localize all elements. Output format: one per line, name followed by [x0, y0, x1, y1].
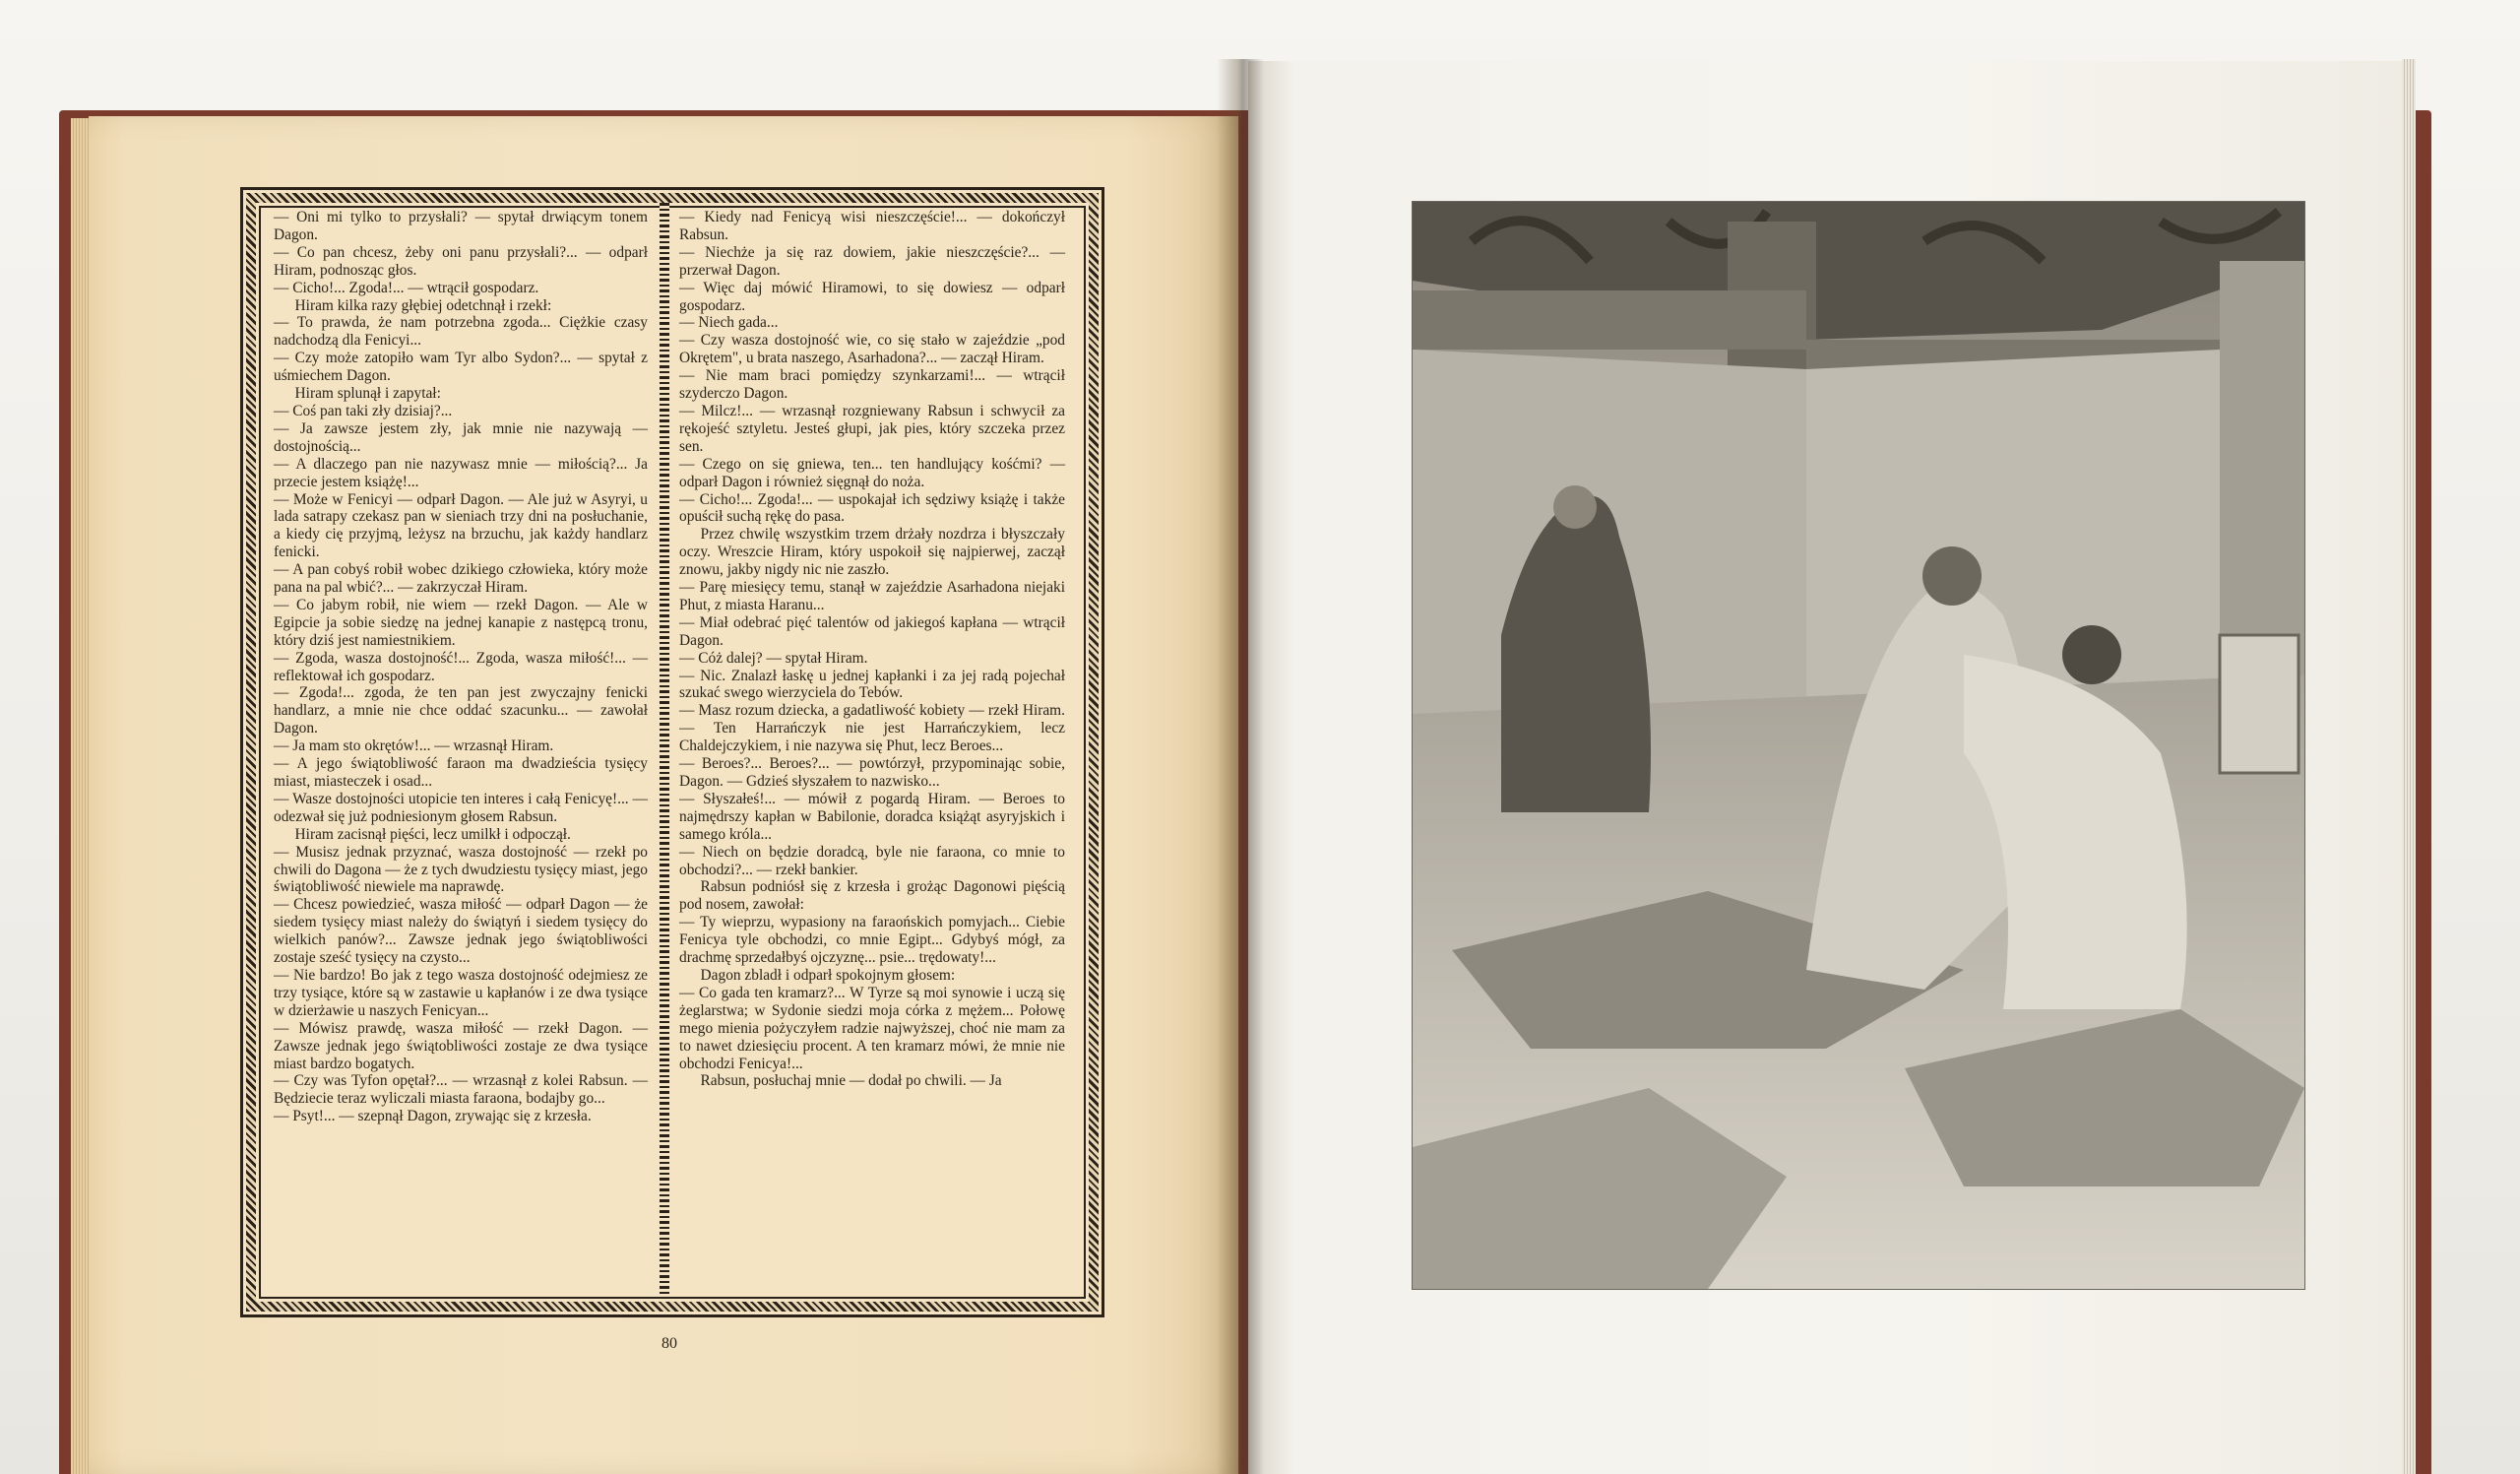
book-gutter: [1217, 59, 1264, 1474]
text-paragraph: — Ty wieprzu, wypasiony na faraońskich pomyjach... Ciebie Fenicya tyle obchodzi, co mnie Egipt... Gdybyś mógł, za drachmę sprzedałbyś ojczyznę... psie... trędowaty!...: [679, 914, 1065, 967]
text-paragraph: — Coś pan taki zły dzisiaj?...: [274, 402, 453, 419]
page-number: 80: [662, 1335, 677, 1352]
text-paragraph: — A pan cobyś robił wobec dzikiego człowieka, który może pana na pal wbić?... — zakrzyczał Hiram.: [274, 561, 648, 597]
text-paragraph: — Nie bardzo! Bo jak z tego wasza dostojność odejmiesz ze trzy tysiące, które są w zastawie u kapłanów i ze dwa tysiące w dzierżawie u naszych Fenicyan...: [274, 966, 648, 1019]
text-paragraph: — Cicho!... Zgoda!... — wtrącił gospodarz.: [274, 279, 539, 296]
text-paragraph: — Miał odebrać pięć talentów od jakiegoś kapłana — wtrącił Dagon.: [679, 613, 1065, 649]
text-paragraph: — Masz rozum dziecka, a gadatliwość kobiety — rzekł Hiram. — Ten Harrańczyk nie jest Harrańczykiem, lecz Chaldejczykiem, i nie nazywa się Phut, lecz Beroes...: [679, 702, 1065, 755]
text-paragraph: — Wasze dostojności utopicie ten interes i całą Fenicyę!... — odezwał się już podniesionym głosem Rabsun.: [274, 790, 648, 825]
text-paragraph: — Zgoda!... zgoda, że ten pan jest zwyczajny fenicki handlarz, a mnie nie chce oddać szacunku... — zawołał Dagon.: [274, 684, 648, 737]
left-page-edges: [71, 118, 91, 1474]
text-paragraph: — Cicho!... Zgoda!... — uspokajał ich sędziwy książę i także opuścił suchą rękę do pasa.: [679, 490, 1065, 526]
text-paragraph: — Czego on się gniewa, ten... ten handlujący kośćmi? — odparł Dagon i również sięgnął do noża.: [679, 455, 1065, 490]
text-paragraph: — Milcz!... — wrzasnął rozgniewany Rabsun i schwycił za rękojeść sztyletu. Jesteś głupi, jak pies, który szczeka przez sen.: [679, 402, 1065, 455]
text-paragraph: — Co gada ten kramarz?... W Tyrze są moi synowie i uczą się żeglarstwa; w Sydonie siedzi moja córka z mężem... Połowę mego mienia pożyczyłem radzie najwyższej, choć nie mam za to nawet dziesięciu procent. A ten kramarz mówi, że mnie nie obchodzi Fenicya!...: [679, 984, 1065, 1072]
text-paragraph: — Zgoda, wasza dostojność!... Zgoda, wasza miłość!... — reflektował ich gospodarz.: [274, 649, 648, 684]
right-page-edges: [2402, 59, 2416, 1474]
text-paragraph: — Beroes?... Beroes?... — powtórzył, przypominając sobie, Dagon. — Gdzieś słyszałem to nazwisko...: [679, 755, 1065, 790]
text-paragraph: — Kiedy nad Fenicyą wisi nieszczęście!... — dokończył Rabsun.: [679, 209, 1065, 243]
text-paragraph: — Cóż dalej? — spytał Hiram.: [679, 649, 868, 667]
text-paragraph: — Nic. Znalazł łaskę u jednej kapłanki i za jej radą pojechał szukać swego wierzyciela do Tebów.: [679, 667, 1065, 702]
text-paragraph: Przez chwilę wszystkim trzem drżały nozdrza i błyszczały oczy. Wreszcie Hiram, który uspokoił się najpierwej, zaczął znowu, jakby nigdy nic nie zaszło.: [679, 526, 1065, 579]
text-paragraph: — Chcesz powiedzieć, wasza miłość — odparł Dagon — że siedem tysięcy miast należy do świątyń i siedem tysięcy do wielkich panów?... Zawsze jednak jego świątobliwości zostaje sześć tysięcy na czysto...: [274, 896, 648, 967]
text-paragraph: Hiram kilka razy głębiej odetchnął i rzekł:: [294, 296, 552, 314]
text-column-right: [679, 209, 1065, 1090]
text-paragraph: — To prawda, że nam potrzebna zgoda... Ciężkie czasy nadchodzą dla Fenicyi...: [274, 314, 648, 350]
text-column-left: [274, 209, 648, 1125]
text-paragraph: — Niech gada...: [679, 314, 779, 332]
text-paragraph: — A dlaczego pan nie nazywasz mnie — miłością?... Ja przecie jestem książę!...: [274, 455, 648, 490]
text-paragraph: — Czy może zatopiło wam Tyr albo Sydon?... — spytał z uśmiechem Dagon.: [274, 350, 648, 385]
text-paragraph: — Co jabym robił, nie wiem — rzekł Dagon. — Ale w Egipcie ja sobie siedzę na jednej kanapie z następcą tronu, który dziś jest namiestnikiem.: [274, 596, 648, 649]
text-paragraph: — Psyt!... — szepnął Dagon, zrywając się z krzesła.: [274, 1108, 592, 1125]
engraving-illustration: [1412, 201, 2305, 1290]
text-paragraph: — Czy was Tyfon opętał?... — wrzasnął z kolei Rabsun. — Będziecie teraz wyliczali miasta faraona, bodajby go...: [274, 1072, 648, 1108]
column-divider: [660, 203, 669, 1296]
text-paragraph: Hiram splunął i zapytał:: [294, 385, 441, 403]
text-paragraph: — Musisz jednak przyznać, wasza dostojność — rzekł po chwili do Dagona — że z tych dwudziestu tysięcy miast, jego świątobliwość niewiele ma naprawdę.: [274, 843, 648, 896]
text-paragraph: Rabsun, posłuchaj mnie — dodał po chwili. — Ja: [700, 1072, 1002, 1090]
text-paragraph: — Więc daj mówić Hiramowi, to się dowiesz — odparł gospodarz.: [679, 279, 1065, 314]
text-paragraph: — Niechże ja się raz dowiem, jakie nieszczęście?... — przerwał Dagon.: [679, 243, 1065, 279]
text-paragraph: Hiram zacisnął pięści, lecz umilkł i odpoczął.: [294, 825, 571, 843]
text-paragraph: — Niech on będzie doradcą, byle nie faraona, co mnie to obchodzi?... — rzekł bankier.: [679, 843, 1065, 878]
text-paragraph: — Oni mi tylko to przysłali? — spytał drwiącym tonem Dagon.: [274, 209, 648, 243]
text-paragraph: — Nie mam braci pomiędzy szynkarzami!... — wtrącił szyderczo Dagon.: [679, 367, 1065, 403]
text-paragraph: — Ja mam sto okrętów!... — wrzasnął Hiram.: [274, 737, 554, 755]
text-paragraph: — Mówisz prawdę, wasza miłość — rzekł Dagon. — Zawsze jednak jego świątobliwości zostaje ze dwa tysiące miast bardzo bogatych.: [274, 1019, 648, 1072]
text-paragraph: Rabsun podniósł się z krzesła i grożąc Dagonowi pięścią pod nosem, zawołał:: [679, 878, 1065, 914]
text-paragraph: — Może w Fenicyi — odparł Dagon. — Ale już w Asyryi, u lada satrapy czekasz pan w sieniach trzy dni na posłuchanie, a kiedy cię przyjmą, leżysz na brzuchu, jak każdy handlarz fenicki.: [274, 490, 648, 561]
text-paragraph: — Ja zawsze jestem zły, jak mnie nie nazywają — dostojnością...: [274, 419, 648, 455]
text-paragraph: — Czy wasza dostojność wie, co się stało w zajeździe „pod Okrętem", u brata naszego, Asarhadona?... — zaczął Hiram.: [679, 332, 1065, 367]
text-paragraph: — Słyszałeś!... — mówił z pogardą Hiram. — Beroes to najmędrszy kapłan w Babilonie, doradca książąt asyryjskich i samego króla...: [679, 790, 1065, 843]
text-paragraph: Dagon zbladł i odparł spokojnym głosem:: [700, 966, 956, 984]
text-paragraph: — A jego świątobliwość faraon ma dwadzieścia tysięcy miast, miasteczek i osad...: [274, 755, 648, 790]
text-paragraph: — Co pan chcesz, żeby oni panu przysłali?... — odparł Hiram, podnosząc głos.: [274, 243, 648, 279]
text-paragraph: — Parę miesięcy temu, stanął w zajeździe Asarhadona niejaki Phut, z miasta Haranu...: [679, 579, 1065, 613]
